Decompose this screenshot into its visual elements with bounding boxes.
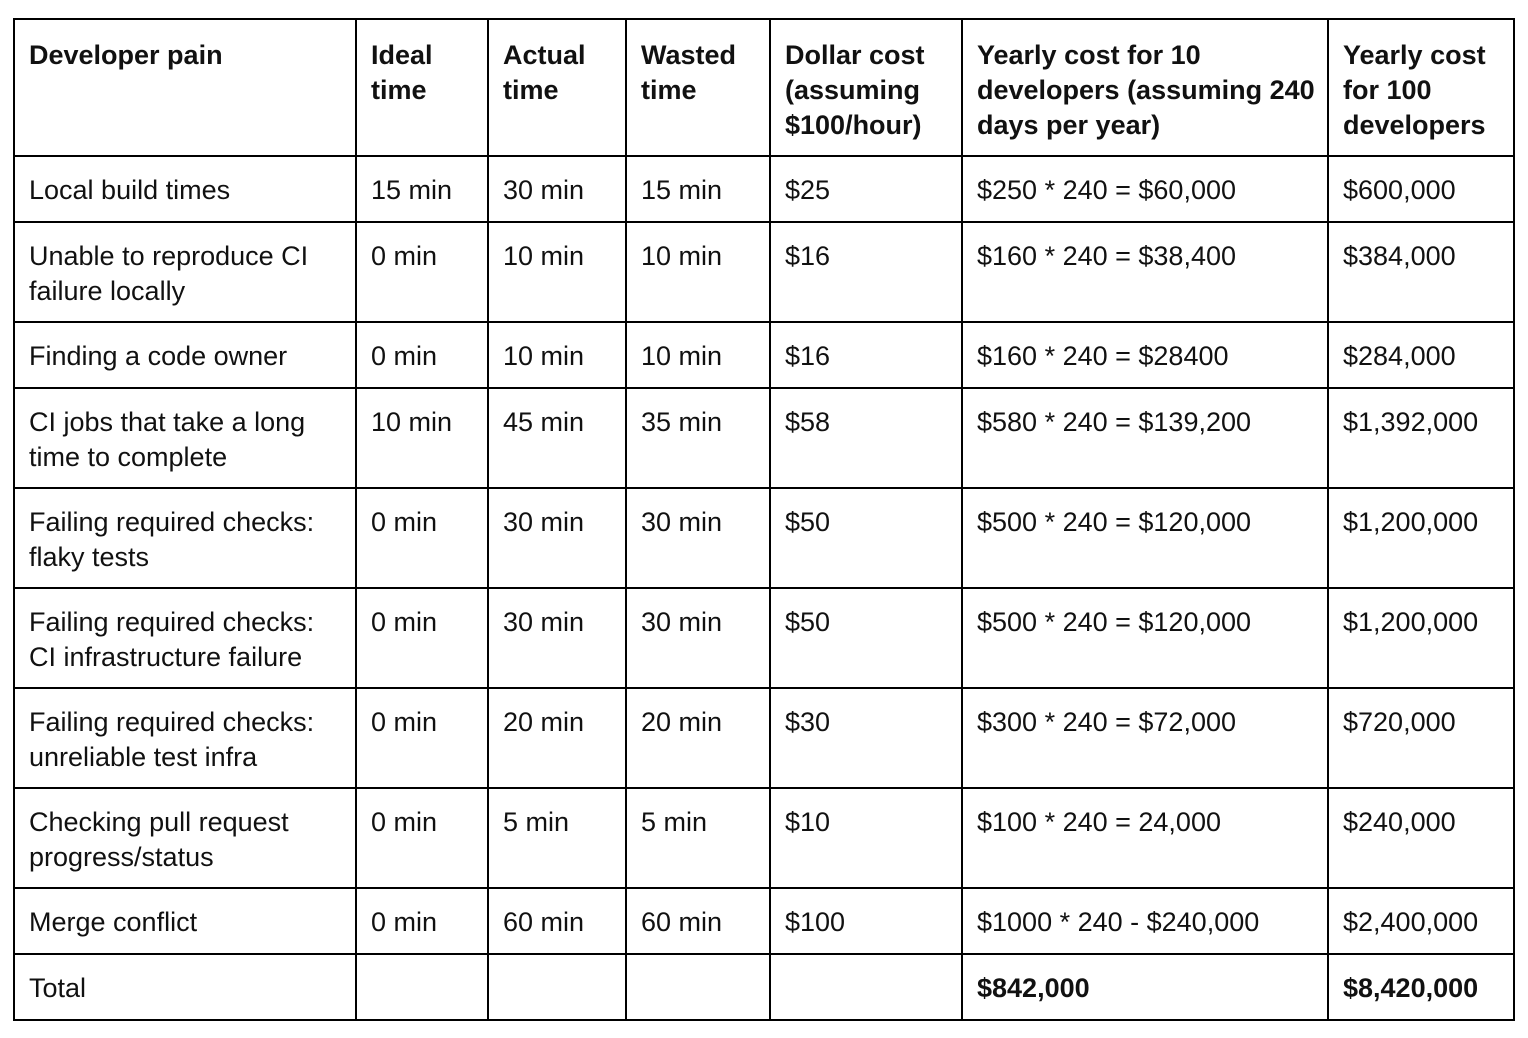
cell-yearly-10: $160 * 240 = $28400 bbox=[962, 322, 1328, 388]
table-row bbox=[14, 588, 1514, 688]
cell-pain: Failing required checks: unreliable test infra bbox=[14, 688, 356, 788]
cell-pain: Local build times bbox=[14, 156, 356, 222]
total-empty-cell bbox=[770, 954, 962, 1020]
cell-wasted-time: 30 min bbox=[626, 488, 770, 588]
cell-dollar-cost: $25 bbox=[770, 156, 962, 222]
cell-dollar-cost: $16 bbox=[770, 222, 962, 322]
header-row bbox=[14, 19, 1514, 156]
cell-pain: CI jobs that take a long time to complete bbox=[14, 388, 356, 488]
cell-yearly-10: $250 * 240 = $60,000 bbox=[962, 156, 1328, 222]
total-empty-cell bbox=[626, 954, 770, 1020]
cell-ideal-time: 0 min bbox=[356, 688, 488, 788]
cell-actual-time: 60 min bbox=[488, 888, 626, 954]
table-row bbox=[14, 388, 1514, 488]
cell-wasted-time: 60 min bbox=[626, 888, 770, 954]
cell-ideal-time: 10 min bbox=[356, 388, 488, 488]
header-ideal-time: Ideal time bbox=[356, 19, 488, 156]
cell-wasted-time: 10 min bbox=[626, 322, 770, 388]
cell-ideal-time: 15 min bbox=[356, 156, 488, 222]
cell-yearly-100: $284,000 bbox=[1328, 322, 1514, 388]
total-yearly-100: $8,420,000 bbox=[1328, 954, 1514, 1020]
cell-actual-time: 30 min bbox=[488, 156, 626, 222]
table-row bbox=[14, 488, 1514, 588]
table-row bbox=[14, 222, 1514, 322]
cell-yearly-10: $1000 * 240 - $240,000 bbox=[962, 888, 1328, 954]
cell-yearly-10: $500 * 240 = $120,000 bbox=[962, 588, 1328, 688]
table-row bbox=[14, 322, 1514, 388]
total-yearly-10: $842,000 bbox=[962, 954, 1328, 1020]
cell-dollar-cost: $100 bbox=[770, 888, 962, 954]
cell-dollar-cost: $16 bbox=[770, 322, 962, 388]
cell-dollar-cost: $58 bbox=[770, 388, 962, 488]
cell-pain: Finding a code owner bbox=[14, 322, 356, 388]
developer-pain-cost-table bbox=[13, 18, 1515, 1021]
table-row bbox=[14, 156, 1514, 222]
cell-dollar-cost: $50 bbox=[770, 488, 962, 588]
header-developer-pain: Developer pain bbox=[14, 19, 356, 156]
cell-pain: Failing required checks: flaky tests bbox=[14, 488, 356, 588]
table-row bbox=[14, 688, 1514, 788]
cell-yearly-10: $300 * 240 = $72,000 bbox=[962, 688, 1328, 788]
cell-yearly-10: $580 * 240 = $139,200 bbox=[962, 388, 1328, 488]
table-row bbox=[14, 788, 1514, 888]
table-row bbox=[14, 888, 1514, 954]
cell-yearly-100: $240,000 bbox=[1328, 788, 1514, 888]
cell-wasted-time: 30 min bbox=[626, 588, 770, 688]
cell-yearly-100: $720,000 bbox=[1328, 688, 1514, 788]
cell-wasted-time: 35 min bbox=[626, 388, 770, 488]
cell-ideal-time: 0 min bbox=[356, 788, 488, 888]
cell-actual-time: 5 min bbox=[488, 788, 626, 888]
header-dollar-cost: Dollar cost (assuming $100/hour) bbox=[770, 19, 962, 156]
cell-dollar-cost: $50 bbox=[770, 588, 962, 688]
cell-actual-time: 30 min bbox=[488, 488, 626, 588]
header-wasted-time: Wasted time bbox=[626, 19, 770, 156]
cell-pain: Failing required checks: CI infrastructure failure bbox=[14, 588, 356, 688]
total-label: Total bbox=[14, 954, 356, 1020]
cell-pain: Unable to reproduce CI failure locally bbox=[14, 222, 356, 322]
cost-table-container bbox=[13, 18, 1513, 1021]
cell-wasted-time: 5 min bbox=[626, 788, 770, 888]
header-yearly-cost-100: Yearly cost for 100 developers bbox=[1328, 19, 1514, 156]
cell-ideal-time: 0 min bbox=[356, 588, 488, 688]
cell-actual-time: 10 min bbox=[488, 222, 626, 322]
cell-yearly-100: $384,000 bbox=[1328, 222, 1514, 322]
total-empty-cell bbox=[356, 954, 488, 1020]
cell-pain: Merge conflict bbox=[14, 888, 356, 954]
cell-ideal-time: 0 min bbox=[356, 888, 488, 954]
header-actual-time: Actual time bbox=[488, 19, 626, 156]
cell-pain: Checking pull request progress/status bbox=[14, 788, 356, 888]
cell-actual-time: 10 min bbox=[488, 322, 626, 388]
cell-wasted-time: 15 min bbox=[626, 156, 770, 222]
cell-yearly-100: $1,200,000 bbox=[1328, 588, 1514, 688]
total-row bbox=[14, 954, 1514, 1020]
cell-ideal-time: 0 min bbox=[356, 322, 488, 388]
cell-ideal-time: 0 min bbox=[356, 222, 488, 322]
cell-dollar-cost: $10 bbox=[770, 788, 962, 888]
cell-actual-time: 45 min bbox=[488, 388, 626, 488]
cell-yearly-100: $1,392,000 bbox=[1328, 388, 1514, 488]
header-yearly-cost-10: Yearly cost for 10 developers (assuming 240 days per year) bbox=[962, 19, 1328, 156]
cell-yearly-100: $1,200,000 bbox=[1328, 488, 1514, 588]
cell-actual-time: 20 min bbox=[488, 688, 626, 788]
cell-yearly-10: $500 * 240 = $120,000 bbox=[962, 488, 1328, 588]
total-empty-cell bbox=[488, 954, 626, 1020]
cell-yearly-100: $2,400,000 bbox=[1328, 888, 1514, 954]
cell-yearly-10: $160 * 240 = $38,400 bbox=[962, 222, 1328, 322]
cell-wasted-time: 10 min bbox=[626, 222, 770, 322]
cell-wasted-time: 20 min bbox=[626, 688, 770, 788]
cell-yearly-100: $600,000 bbox=[1328, 156, 1514, 222]
cell-dollar-cost: $30 bbox=[770, 688, 962, 788]
cell-actual-time: 30 min bbox=[488, 588, 626, 688]
cell-ideal-time: 0 min bbox=[356, 488, 488, 588]
cell-yearly-10: $100 * 240 = 24,000 bbox=[962, 788, 1328, 888]
